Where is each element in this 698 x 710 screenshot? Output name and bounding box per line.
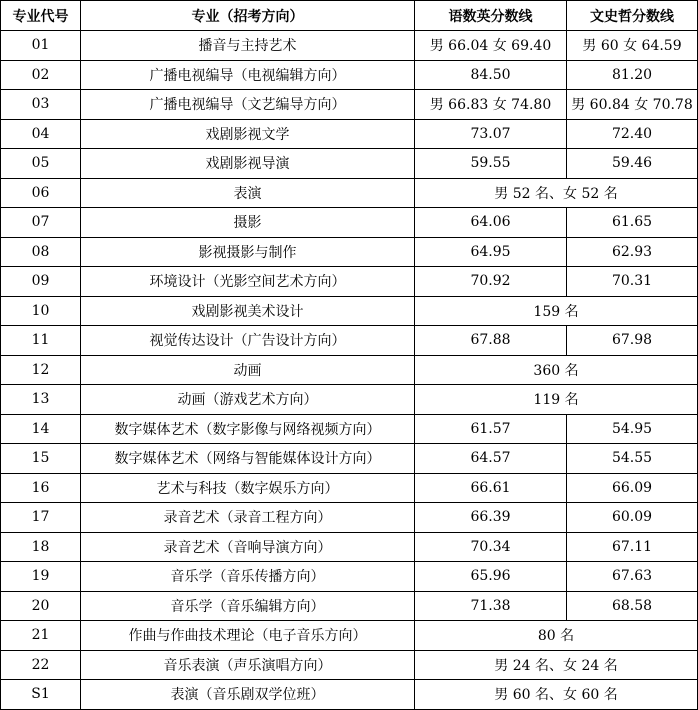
cell-code: 08 [1, 237, 81, 267]
cell-chinese-math-english: 70.34 [415, 532, 567, 562]
cell-lit-hist-phil: 67.11 [567, 532, 698, 562]
cell-lit-hist-phil: 68.58 [567, 591, 698, 621]
cell-code: 16 [1, 473, 81, 503]
cell-major: 广播电视编导（电视编辑方向） [81, 60, 415, 90]
cell-major: 录音艺术（音响导演方向） [81, 532, 415, 562]
cell-chinese-math-english: 65.96 [415, 562, 567, 592]
table-row [1, 650, 698, 680]
cell-lit-hist-phil: 54.55 [567, 444, 698, 474]
cell-code: 02 [1, 60, 81, 90]
cell-major: 广播电视编导（文艺编导方向） [81, 90, 415, 120]
header-row [1, 1, 698, 31]
table-row [1, 385, 698, 415]
cell-chinese-math-english: 64.06 [415, 208, 567, 238]
cell-chinese-math-english: 59.55 [415, 149, 567, 179]
table-row [1, 267, 698, 297]
cell-code: 21 [1, 621, 81, 651]
cell-code: 19 [1, 562, 81, 592]
table-row [1, 503, 698, 533]
cell-chinese-math-english: 男 66.83 女 74.80 [415, 90, 567, 120]
table-row [1, 621, 698, 651]
cell-lit-hist-phil: 54.95 [567, 414, 698, 444]
cell-chinese-math-english: 84.50 [415, 60, 567, 90]
table-row [1, 296, 698, 326]
cell-major: 视觉传达设计（广告设计方向） [81, 326, 415, 356]
cell-chinese-math-english: 71.38 [415, 591, 567, 621]
cell-merged-quota: 男 52 名、女 52 名 [415, 178, 698, 208]
cell-major: 艺术与科技（数字娱乐方向） [81, 473, 415, 503]
table-row [1, 149, 698, 179]
cell-merged-quota: 360 名 [415, 355, 698, 385]
table-row [1, 326, 698, 356]
header-major: 专业（招考方向） [81, 1, 415, 31]
cell-code: 14 [1, 414, 81, 444]
table-row [1, 680, 698, 710]
cell-major: 环境设计（光影空间艺术方向） [81, 267, 415, 297]
cell-major: 数字媒体艺术（数字影像与网络视频方向） [81, 414, 415, 444]
table-row [1, 562, 698, 592]
cell-code: 18 [1, 532, 81, 562]
cell-code: 05 [1, 149, 81, 179]
cell-lit-hist-phil: 男 60.84 女 70.78 [567, 90, 698, 120]
cell-code: 03 [1, 90, 81, 120]
cell-code: 11 [1, 326, 81, 356]
table-row [1, 237, 698, 267]
table-row [1, 90, 698, 120]
table-row [1, 473, 698, 503]
cell-code: 04 [1, 119, 81, 149]
cell-code: 12 [1, 355, 81, 385]
cell-lit-hist-phil: 66.09 [567, 473, 698, 503]
cell-chinese-math-english: 67.88 [415, 326, 567, 356]
cell-major: 动画 [81, 355, 415, 385]
cell-major: 音乐学（音乐传播方向） [81, 562, 415, 592]
table-row [1, 208, 698, 238]
table-row [1, 414, 698, 444]
cell-major: 数字媒体艺术（网络与智能媒体设计方向） [81, 444, 415, 474]
cell-merged-quota: 男 60 名、女 60 名 [415, 680, 698, 710]
cell-lit-hist-phil: 67.98 [567, 326, 698, 356]
cell-lit-hist-phil: 男 60 女 64.59 [567, 31, 698, 61]
table-row [1, 444, 698, 474]
cell-major: 摄影 [81, 208, 415, 238]
cell-merged-quota: 男 24 名、女 24 名 [415, 650, 698, 680]
header-chinese-math-english: 语数英分数线 [415, 1, 567, 31]
cell-chinese-math-english: 男 66.04 女 69.40 [415, 31, 567, 61]
cell-chinese-math-english: 66.39 [415, 503, 567, 533]
cell-major: 音乐表演（声乐演唱方向） [81, 650, 415, 680]
cell-chinese-math-english: 73.07 [415, 119, 567, 149]
cell-lit-hist-phil: 70.31 [567, 267, 698, 297]
table-body [1, 31, 698, 710]
table-row [1, 60, 698, 90]
header-code: 专业代号 [1, 1, 81, 31]
cell-code: 01 [1, 31, 81, 61]
cell-major: 播音与主持艺术 [81, 31, 415, 61]
cell-major: 戏剧影视导演 [81, 149, 415, 179]
cell-code: 17 [1, 503, 81, 533]
cell-major: 表演 [81, 178, 415, 208]
cell-code: 13 [1, 385, 81, 415]
table-row [1, 532, 698, 562]
cell-major: 音乐学（音乐编辑方向） [81, 591, 415, 621]
cell-lit-hist-phil: 62.93 [567, 237, 698, 267]
cell-lit-hist-phil: 67.63 [567, 562, 698, 592]
cell-lit-hist-phil: 60.09 [567, 503, 698, 533]
cell-major: 表演（音乐剧双学位班） [81, 680, 415, 710]
cell-major: 影视摄影与制作 [81, 237, 415, 267]
cell-chinese-math-english: 66.61 [415, 473, 567, 503]
cell-major: 动画（游戏艺术方向） [81, 385, 415, 415]
cell-code: 10 [1, 296, 81, 326]
table-row [1, 178, 698, 208]
header-lit-hist-phil: 文史哲分数线 [567, 1, 698, 31]
cell-code: 22 [1, 650, 81, 680]
cell-chinese-math-english: 70.92 [415, 267, 567, 297]
cell-major: 戏剧影视美术设计 [81, 296, 415, 326]
cell-major: 录音艺术（录音工程方向） [81, 503, 415, 533]
table-row [1, 355, 698, 385]
cell-code: 15 [1, 444, 81, 474]
cell-major: 作曲与作曲技术理论（电子音乐方向） [81, 621, 415, 651]
cell-lit-hist-phil: 59.46 [567, 149, 698, 179]
table-row [1, 31, 698, 61]
cell-major: 戏剧影视文学 [81, 119, 415, 149]
cell-lit-hist-phil: 72.40 [567, 119, 698, 149]
cell-code: S1 [1, 680, 81, 710]
table-row [1, 119, 698, 149]
cell-code: 07 [1, 208, 81, 238]
cell-merged-quota: 119 名 [415, 385, 698, 415]
cell-code: 20 [1, 591, 81, 621]
table-row [1, 591, 698, 621]
cell-merged-quota: 159 名 [415, 296, 698, 326]
cell-chinese-math-english: 61.57 [415, 414, 567, 444]
cell-chinese-math-english: 64.95 [415, 237, 567, 267]
cell-merged-quota: 80 名 [415, 621, 698, 651]
cell-chinese-math-english: 64.57 [415, 444, 567, 474]
cell-lit-hist-phil: 61.65 [567, 208, 698, 238]
cell-lit-hist-phil: 81.20 [567, 60, 698, 90]
cell-code: 09 [1, 267, 81, 297]
cell-code: 06 [1, 178, 81, 208]
